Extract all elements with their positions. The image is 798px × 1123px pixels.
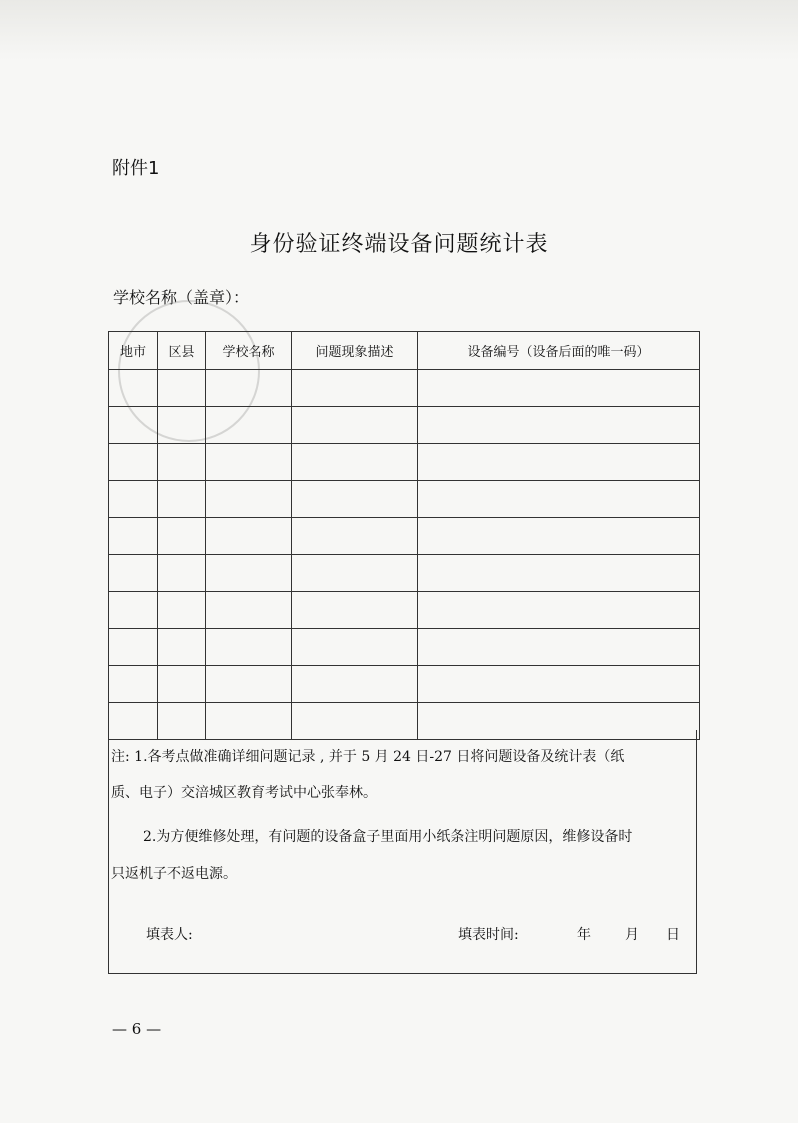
table-cell	[292, 481, 418, 518]
table-cell	[418, 444, 700, 481]
table-row	[109, 481, 700, 518]
filler-label: 填表人:	[146, 927, 193, 943]
table-row	[109, 629, 700, 666]
table-cell	[418, 481, 700, 518]
table-cell	[158, 592, 206, 629]
table-cell	[292, 555, 418, 592]
fill-month: 月	[625, 927, 639, 943]
table-cell	[292, 666, 418, 703]
table-row	[109, 666, 700, 703]
header-device-number: 设备编号（设备后面的唯一码）	[418, 332, 700, 370]
table-cell	[292, 370, 418, 407]
page-number: — 6 —	[112, 1020, 162, 1038]
table-cell	[109, 444, 158, 481]
table-cell	[109, 370, 158, 407]
scan-shadow	[0, 0, 798, 60]
table-cell	[109, 518, 158, 555]
table-cell	[206, 370, 292, 407]
table-cell	[109, 407, 158, 444]
table-cell	[109, 592, 158, 629]
table-cell	[418, 518, 700, 555]
notes-box	[108, 730, 697, 974]
note-line-4: 只返机子不返电源。	[111, 866, 237, 882]
table-cell	[158, 370, 206, 407]
table-row	[109, 444, 700, 481]
fill-year: 年	[577, 927, 591, 943]
table-cell	[206, 518, 292, 555]
table-cell	[418, 407, 700, 444]
table-header-row	[109, 332, 700, 370]
table-row	[109, 407, 700, 444]
table-cell	[158, 629, 206, 666]
header-school-name: 学校名称	[206, 332, 292, 370]
table-cell	[292, 407, 418, 444]
table-cell	[109, 629, 158, 666]
table-cell	[418, 666, 700, 703]
school-name-label: 学校名称（盖章）：	[113, 288, 250, 307]
note-line-3: 2.为方便维修处理，有问题的设备盒子里面用小纸条注明问题原因，维修设备时	[143, 829, 633, 845]
fill-time-label: 填表时间:	[458, 927, 519, 943]
header-problem-description: 问题现象描述	[292, 332, 418, 370]
table-cell	[158, 407, 206, 444]
table-cell	[418, 592, 700, 629]
table-cell	[158, 444, 206, 481]
table-cell	[206, 592, 292, 629]
table-cell	[206, 481, 292, 518]
table-cell	[418, 370, 700, 407]
table-row	[109, 555, 700, 592]
table-cell	[109, 555, 158, 592]
attachment-label: 附件1	[112, 158, 160, 179]
fill-day: 日	[666, 927, 680, 943]
table-cell	[418, 629, 700, 666]
table-cell	[206, 407, 292, 444]
document-title: 身份验证终端设备问题统计表	[249, 232, 549, 257]
table-cell	[158, 481, 206, 518]
header-city: 地市	[109, 332, 158, 370]
table-cell	[158, 555, 206, 592]
table-cell	[206, 444, 292, 481]
table-cell	[206, 629, 292, 666]
table-row	[109, 370, 700, 407]
table-cell	[206, 555, 292, 592]
table-cell	[418, 555, 700, 592]
table-cell	[292, 592, 418, 629]
header-district: 区县	[158, 332, 206, 370]
note-line-2: 质、电子）交涪城区教育考试中心张奉林。	[111, 785, 377, 801]
table-cell	[158, 666, 206, 703]
table-cell	[206, 666, 292, 703]
statistics-table	[108, 331, 700, 740]
table-cell	[292, 629, 418, 666]
table-cell	[292, 444, 418, 481]
table-cell	[109, 481, 158, 518]
table-cell	[109, 666, 158, 703]
table-cell	[158, 518, 206, 555]
note-line-1: 注: 1.各考点做准确详细问题记录 , 并于 5 月 24 日-27 日将问题设备及统计表（纸	[111, 749, 625, 765]
table-row	[109, 592, 700, 629]
table-cell	[292, 518, 418, 555]
table-row	[109, 518, 700, 555]
